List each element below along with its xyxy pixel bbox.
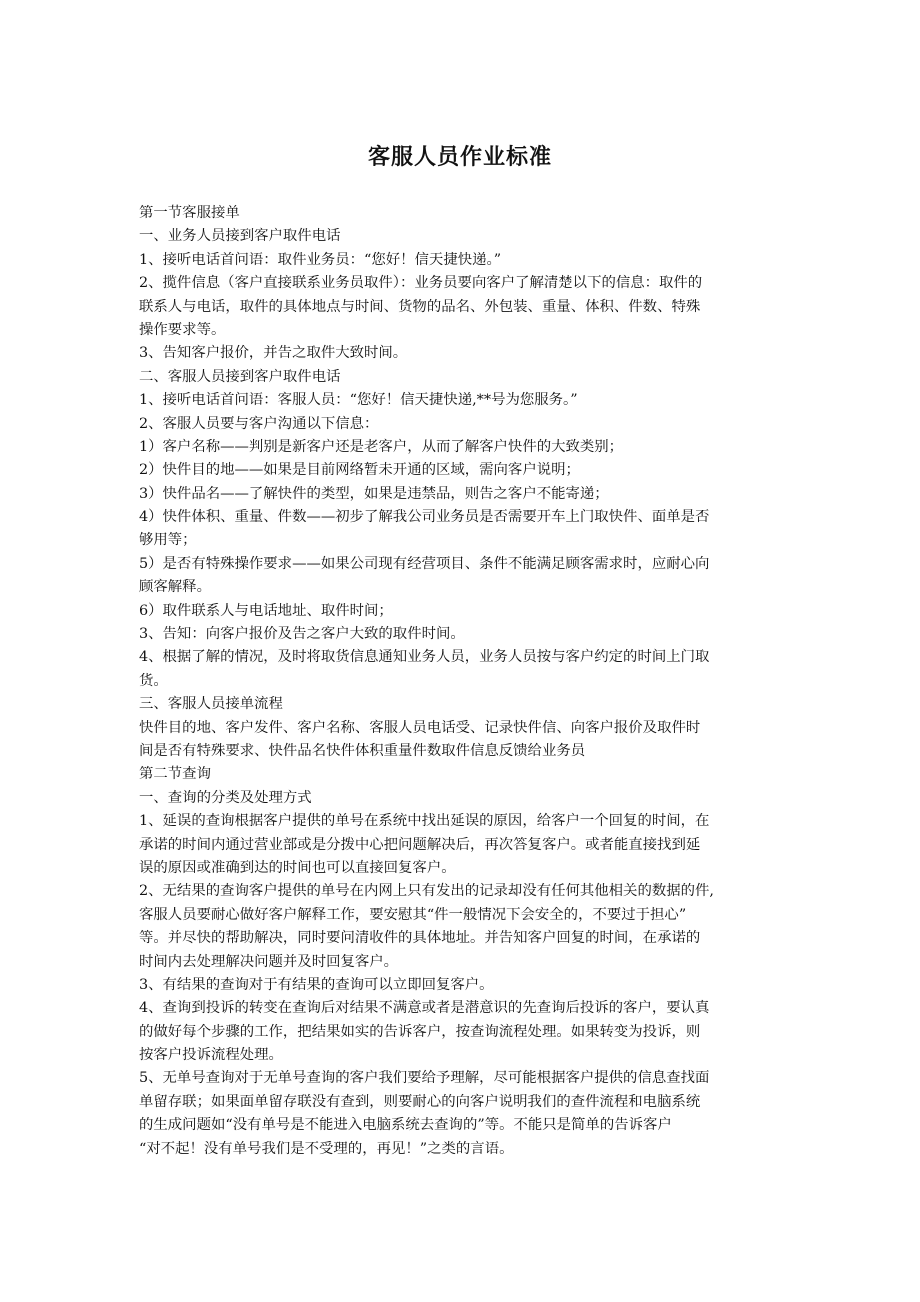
document-body	[139, 202, 787, 1161]
text-line: 操作要求等。	[139, 321, 226, 338]
text-line: 1、接听电话首问语：客服人员：“您好！信天捷快递,**号为您服务。”	[139, 392, 578, 409]
text-line: 2、揽件信息（客户直接联系业务员取件）：业务员要向客户了解清楚以下的信息：取件的	[139, 275, 703, 292]
text-line: 3、告知客户报价，并告之取件大致时间。	[139, 345, 408, 362]
text-line: 时间内去处理解决问题并及时回复客户。	[139, 953, 399, 970]
text-line: 1、接听电话首问语：取件业务员：“您好！信天捷快递。”	[139, 251, 502, 268]
text-line: 的做好每个步骤的工作，把结果如实的告诉客户，按查询流程处理。如果转变为投诉，则	[139, 1023, 701, 1040]
text-line: 2）快件目的地——如果是目前网络暂未开通的区域，需向客户说明；	[139, 462, 580, 479]
text-line: 顾客解释。	[139, 579, 211, 596]
text-line: 二、客服人员接到客户取件电话	[139, 368, 341, 385]
text-line: 2、客服人员要与客户沟通以下信息：	[139, 415, 379, 432]
text-line: 单留存联；如果面单留存联没有查到，则要耐心的向客户说明我们的查件流程和电脑系统	[139, 1093, 701, 1110]
text-line: 按客户投诉流程处理。	[139, 1047, 283, 1064]
text-line: 2、无结果的查询客户提供的单号在内网上只有发出的记录却没有任何其他相关的数据的件,	[139, 883, 714, 900]
text-line: 1、延误的查询根据客户提供的单号在系统中找出延误的原因，给客户一个回复的时间，在	[139, 813, 710, 830]
text-line: 联系人与电话，取件的具体地点与时间、货物的品名、外包装、重量、体积、件数、特殊	[139, 298, 701, 315]
text-line: 快件目的地、客户发件、客户名称、客服人员电话受、记录快件信、向客户报价及取件时	[139, 719, 701, 736]
text-line: 等。并尽快的帮助解决，同时要问清收件的具体地址。并告知客户回复的时间，在承诺的	[139, 930, 701, 947]
text-line: “对不起！没有单号我们是不受理的，再见！”之类的言语。	[139, 1140, 514, 1157]
text-line: 三、客服人员接单流程	[139, 696, 283, 713]
text-line: 5、无单号查询对于无单号查询的客户我们要给予理解，尽可能根据客户提供的信息查找面	[139, 1070, 710, 1087]
text-line: 承诺的时间内通过营业部或是分拨中心把问题解决后，再次答复客户。或者能直接找到延	[139, 836, 701, 853]
text-line: 3、告知：向客户报价及告之客户大致的取件时间。	[139, 626, 465, 643]
text-line: 3）快件品名——了解快件的类型，如果是违禁品，则告之客户不能寄递；	[139, 485, 609, 502]
text-line: 6）取件联系人与电话地址、取件时间；	[139, 602, 393, 619]
text-line: 一、查询的分类及处理方式	[139, 789, 312, 806]
text-line: 5）是否有特殊操作要求——如果公司现有经营项目、条件不能满足顾客需求时，应耐心向	[139, 555, 710, 572]
text-line: 够用等；	[139, 532, 197, 549]
text-line: 的生成问题如“没有单号是不能进入电脑系统去查询的”等。不能只是简单的告诉客户	[139, 1117, 672, 1134]
text-line: 一、业务人员接到客户取件电话	[139, 228, 341, 245]
text-line: 误的原因或准确到达的时间也可以直接回复客户。	[139, 859, 456, 876]
document-title: 客服人员作业标准	[367, 145, 552, 170]
text-line: 客服人员要耐心做好客户解释工作，要安慰其“件一般情况下会安全的，不要过于担心”	[139, 906, 687, 923]
text-line: 3、有结果的查询对于有结果的查询可以立即回复客户。	[139, 976, 494, 993]
text-line: 第二节查询	[139, 766, 211, 783]
text-line: 4）快件体积、重量、件数——初步了解我公司业务员是否需要开车上门取快件、面单是否	[139, 509, 710, 526]
text-line: 货。	[139, 672, 168, 689]
text-line: 间是否有特殊要求、快件品名快件体积重量件数取件信息反馈给业务员	[139, 742, 586, 759]
text-line: 1）客户名称——判别是新客户还是老客户，从而了解客户快件的大致类别；	[139, 438, 624, 455]
text-line: 第一节客服接单	[139, 205, 240, 221]
text-line: 4、查询到投诉的转变在查询后对结果不满意或者是潜意识的先查询后投诉的客户，要认真	[139, 1000, 710, 1017]
text-line: 4、根据了解的情况，及时将取货信息通知业务人员，业务人员按与客户约定的时间上门取	[139, 649, 710, 666]
